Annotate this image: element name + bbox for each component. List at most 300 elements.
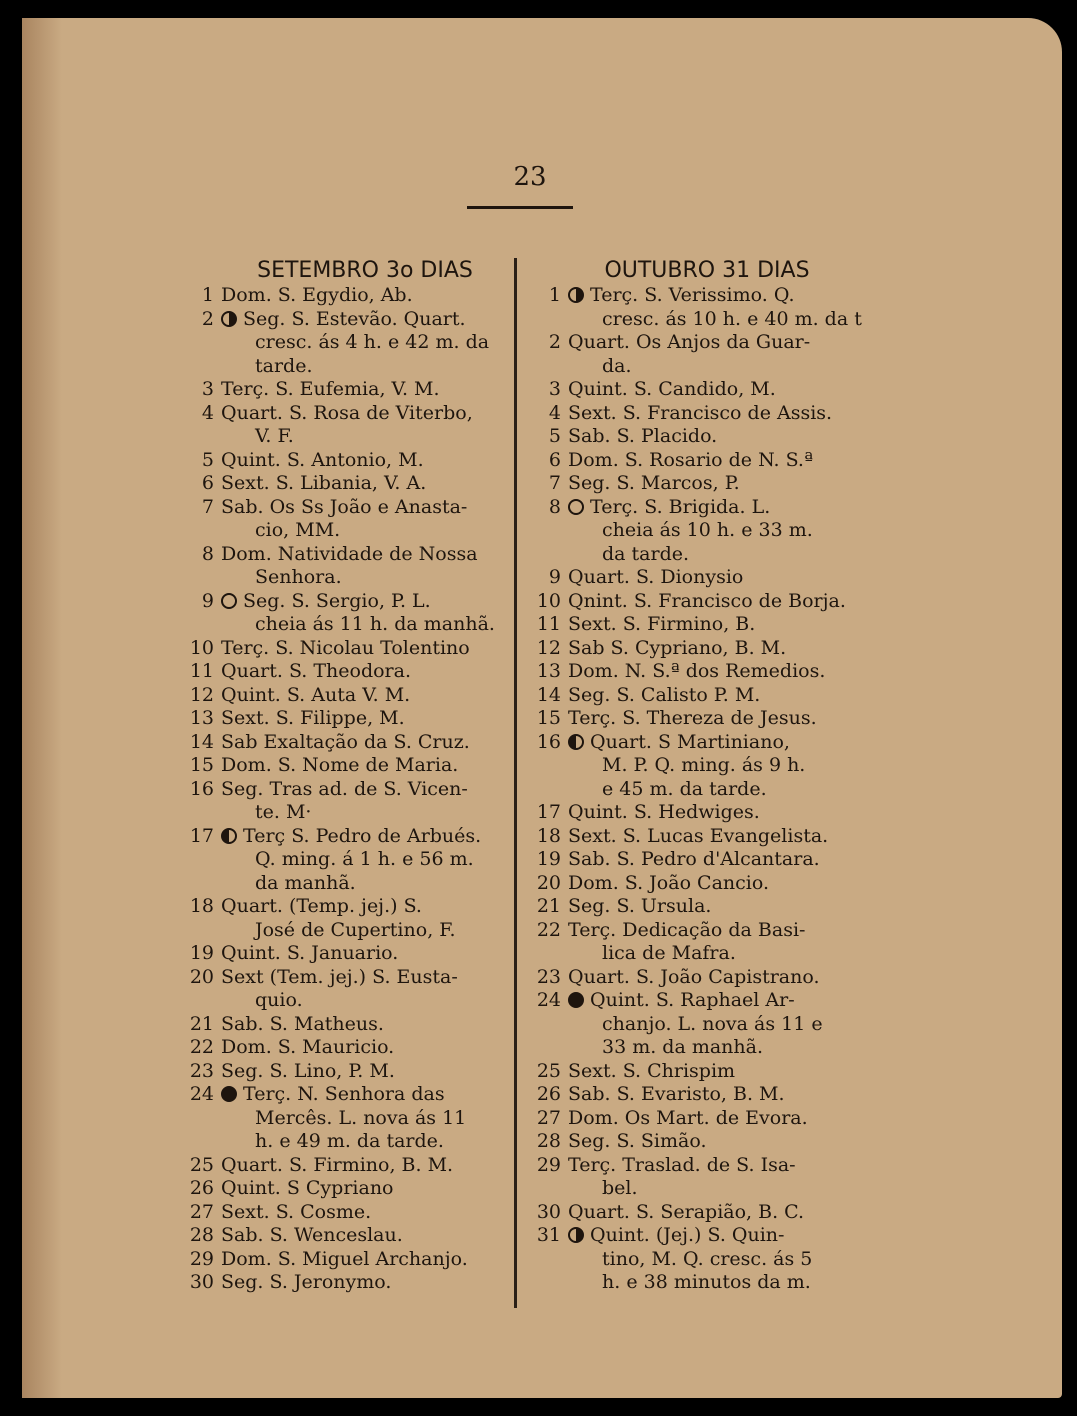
day-text xyxy=(214,919,510,943)
day-entry-line xyxy=(527,637,857,661)
day-text-content: Terç S. Pedro de Arbués. xyxy=(243,824,482,847)
day-text-content: Q. ming. á 1 h. e 56 m. xyxy=(255,848,474,870)
day-text-content: Dom. N. S.ª dos Remedios. xyxy=(568,660,826,682)
day-text-content: Sext. S. Cosme. xyxy=(221,1200,372,1223)
day-text xyxy=(214,637,510,661)
day-number xyxy=(527,519,561,543)
day-text xyxy=(214,1177,510,1201)
day-text-content: Quart. S. João Capistrano. xyxy=(568,965,820,988)
day-entry-line xyxy=(527,1201,857,1225)
new-moon-icon xyxy=(221,1086,237,1102)
day-entry-line xyxy=(180,895,510,919)
day-entry-line xyxy=(527,1248,857,1272)
day-text xyxy=(214,308,510,332)
day-entry-line xyxy=(180,519,510,543)
day-entry-line xyxy=(527,919,857,943)
day-text xyxy=(561,425,857,449)
day-entry-line xyxy=(180,355,510,379)
day-text-content: Dom. S. Rosario de N. S.ª xyxy=(568,448,813,471)
day-number: 1 xyxy=(201,284,214,306)
day-text xyxy=(214,519,510,543)
day-text xyxy=(561,778,857,802)
full-moon-icon xyxy=(221,593,237,609)
day-number: 4 xyxy=(201,401,214,424)
day-entry-line xyxy=(527,1130,857,1154)
day-number: 18 xyxy=(189,895,214,917)
day-number: 26 xyxy=(536,1083,561,1105)
day-text xyxy=(214,449,510,473)
day-text-content: Quart. S. Theodora. xyxy=(221,660,411,682)
day-text-content: Seg. S. Lino, P. M. xyxy=(221,1059,395,1082)
day-text-content: Terç. Traslad. de S. Isa- xyxy=(568,1153,796,1176)
day-text xyxy=(561,1013,857,1037)
day-text-content: da. xyxy=(602,354,632,377)
day-text-content: Dom. S. João Cancio. xyxy=(568,871,770,894)
day-number: 16 xyxy=(536,730,561,753)
day-number: 23 xyxy=(189,1059,214,1082)
day-entry-line xyxy=(180,825,510,849)
day-number: 30 xyxy=(536,1200,561,1223)
day-entry-line xyxy=(527,895,857,919)
day-text xyxy=(561,825,857,849)
day-text xyxy=(561,1248,857,1272)
day-text-content: da tarde. xyxy=(602,542,690,565)
day-entry-line xyxy=(180,496,510,520)
day-text xyxy=(214,496,510,520)
day-text-content: Quint. S. Antonio, M. xyxy=(221,448,424,471)
day-text xyxy=(561,1036,857,1060)
day-text xyxy=(214,989,510,1013)
day-text-content: M. P. Q. ming. ás 9 h. xyxy=(602,754,806,776)
day-number: 17 xyxy=(536,801,561,823)
day-entry-line xyxy=(527,590,857,614)
day-number: 3 xyxy=(201,378,214,400)
day-entry-line xyxy=(527,331,857,355)
day-entry-line xyxy=(527,519,857,543)
day-text-content: Seg. Tras ad. de S. Vicen- xyxy=(221,777,468,800)
day-text-content: tarde. xyxy=(255,354,313,377)
header-rule xyxy=(467,206,573,209)
day-entry-line xyxy=(527,778,857,802)
day-entry-line xyxy=(527,801,857,825)
day-entry-line xyxy=(180,449,510,473)
day-text xyxy=(561,637,857,661)
day-number: 26 xyxy=(189,1177,214,1199)
day-text xyxy=(561,496,857,520)
day-entry-line xyxy=(180,472,510,496)
day-text xyxy=(214,1130,510,1154)
day-entry-line xyxy=(527,1036,857,1060)
day-entry-line xyxy=(180,1224,510,1248)
day-text-content: Sext. S. Filippe, M. xyxy=(221,707,405,729)
day-text-content: Quint. S. Januario. xyxy=(221,942,399,964)
day-number: 10 xyxy=(536,589,561,612)
day-text xyxy=(214,895,510,919)
day-number xyxy=(527,308,561,332)
day-text xyxy=(214,1201,510,1225)
day-text xyxy=(214,942,510,966)
day-number xyxy=(180,331,214,355)
day-text xyxy=(561,1154,857,1178)
day-number: 13 xyxy=(536,660,561,682)
day-number: 20 xyxy=(189,965,214,988)
day-number: 28 xyxy=(536,1130,561,1152)
day-entry-line xyxy=(180,1271,510,1295)
day-number: 29 xyxy=(536,1153,561,1176)
day-number xyxy=(527,543,561,567)
day-number xyxy=(180,989,214,1013)
day-text-content: quio. xyxy=(255,989,303,1011)
day-entry-line xyxy=(527,684,857,708)
day-entry-line xyxy=(180,308,510,332)
day-text-content: Quart. S. Rosa de Viterbo, xyxy=(221,401,473,424)
day-entry-line xyxy=(527,566,857,590)
day-entry-line xyxy=(180,942,510,966)
day-text-content: Sab. Os Ss João e Anasta- xyxy=(221,495,468,518)
day-text-content: Quart. Os Anjos da Guar- xyxy=(568,331,811,353)
day-entry-line xyxy=(527,1013,857,1037)
day-number: 16 xyxy=(189,777,214,800)
day-text-content: Quart. S. Firmino, B. M. xyxy=(221,1153,454,1176)
day-number xyxy=(527,778,561,802)
day-number xyxy=(180,919,214,943)
day-text-content: Seg. S. Ursula. xyxy=(568,895,712,917)
day-text-content: Dom. S. Egydio, Ab. xyxy=(221,284,413,306)
day-entry-line xyxy=(527,543,857,567)
day-entry-line xyxy=(527,707,857,731)
day-number: 10 xyxy=(189,636,214,659)
day-text-content: Sext. S. Francisco de Assis. xyxy=(568,401,833,424)
day-text xyxy=(561,1060,857,1084)
new-moon-icon xyxy=(568,992,584,1008)
day-entry-line xyxy=(527,1083,857,1107)
day-entry-line xyxy=(180,284,510,308)
waxing-moon-icon xyxy=(568,287,584,303)
day-text xyxy=(561,543,857,567)
day-text-content: Quint. S. Raphael Ar- xyxy=(590,989,795,1011)
day-number: 30 xyxy=(189,1271,214,1293)
day-text xyxy=(214,378,510,402)
day-text xyxy=(214,1271,510,1295)
day-text-content: Dom. S. Nome de Maria. xyxy=(221,754,459,776)
day-text-content: Quart. (Temp. jej.) S. xyxy=(221,895,422,917)
full-moon-icon xyxy=(568,499,584,515)
day-text xyxy=(561,1107,857,1131)
page-number: 23 xyxy=(513,162,547,192)
day-number xyxy=(527,1036,561,1060)
day-entry-line xyxy=(180,331,510,355)
day-number: 12 xyxy=(536,636,561,659)
day-number xyxy=(180,355,214,379)
day-text xyxy=(214,731,510,755)
day-entry-line xyxy=(180,966,510,990)
page-spine-shadow xyxy=(22,18,62,1398)
day-entry-line xyxy=(180,1036,510,1060)
day-text xyxy=(214,355,510,379)
day-text-content: Sext. S. Firmino, B. xyxy=(568,613,756,635)
day-number: 28 xyxy=(189,1224,214,1246)
day-text-content: cheia ás 11 h. da manhã. xyxy=(255,613,495,635)
day-entry-line xyxy=(527,942,857,966)
day-text-content: lica de Mafra. xyxy=(602,942,736,964)
day-number: 21 xyxy=(189,1012,214,1035)
day-entry-line xyxy=(180,425,510,449)
day-text-content: Sext. S. Libania, V. A. xyxy=(221,472,427,494)
day-number xyxy=(180,801,214,825)
day-text-content: cheia ás 10 h. e 33 m. xyxy=(602,519,813,541)
day-text-content: Senhora. xyxy=(255,566,342,588)
day-text xyxy=(214,966,510,990)
day-number: 17 xyxy=(189,824,214,847)
day-entry-line xyxy=(527,872,857,896)
day-text-content: e 45 m. da tarde. xyxy=(602,777,767,800)
day-text xyxy=(561,684,857,708)
day-text xyxy=(561,402,857,426)
day-number: 13 xyxy=(189,707,214,729)
day-text-content: da manhã. xyxy=(255,871,356,894)
day-text xyxy=(214,1060,510,1084)
day-entry-line xyxy=(180,660,510,684)
day-number xyxy=(180,425,214,449)
day-entry-line xyxy=(180,1013,510,1037)
day-text xyxy=(561,660,857,684)
day-text xyxy=(561,331,857,355)
october-heading: OUTUBRO 31 DIAS xyxy=(604,258,810,283)
day-text xyxy=(214,801,510,825)
day-entry-line xyxy=(180,848,510,872)
day-number: 12 xyxy=(189,683,214,706)
day-text-content: 33 m. da manhã. xyxy=(602,1036,764,1058)
day-number xyxy=(527,942,561,966)
day-number: 7 xyxy=(201,495,214,518)
day-text xyxy=(214,472,510,496)
day-text xyxy=(214,872,510,896)
day-number: 14 xyxy=(536,683,561,706)
day-text-content: Terç. S. Brigida. L. xyxy=(590,495,771,518)
day-text-content: Sext. S. Chrispim xyxy=(568,1059,736,1082)
day-entry-line xyxy=(180,402,510,426)
day-text xyxy=(561,966,857,990)
day-text-content: cio, MM. xyxy=(255,519,341,541)
day-entry-line xyxy=(527,1177,857,1201)
day-text xyxy=(561,1224,857,1248)
day-number: 21 xyxy=(536,895,561,917)
day-entry-line xyxy=(527,307,862,332)
day-number: 20 xyxy=(536,871,561,894)
day-text xyxy=(561,449,857,473)
day-entry-line xyxy=(527,1107,857,1131)
day-number xyxy=(527,1013,561,1037)
day-number: 18 xyxy=(536,824,561,847)
day-entry-line xyxy=(527,449,857,473)
day-number: 27 xyxy=(536,1106,561,1129)
day-number: 25 xyxy=(189,1153,214,1176)
day-text xyxy=(561,707,857,731)
day-entry-line xyxy=(180,1154,510,1178)
day-text-content: Sext (Tem. jej.) S. Eusta- xyxy=(221,965,458,988)
day-text xyxy=(561,989,857,1013)
day-entry-line xyxy=(527,1224,857,1248)
october-entries xyxy=(527,284,862,1295)
day-entry-line xyxy=(180,684,510,708)
day-text-content: bel. xyxy=(602,1177,638,1199)
day-text xyxy=(561,1177,857,1201)
day-number: 5 xyxy=(201,448,214,471)
day-text xyxy=(561,308,862,332)
day-number: 6 xyxy=(201,472,214,494)
day-text xyxy=(214,754,510,778)
day-text xyxy=(214,825,510,849)
waning-moon-icon xyxy=(568,734,584,750)
day-number xyxy=(180,566,214,590)
day-text-content: Terç. S. Nicolau Tolentino xyxy=(221,636,470,659)
day-text-content: te. M· xyxy=(255,801,312,823)
day-text xyxy=(214,1107,510,1131)
day-entry-line xyxy=(527,825,857,849)
day-text xyxy=(214,778,510,802)
day-text xyxy=(561,472,857,496)
day-text xyxy=(214,1083,510,1107)
day-text xyxy=(214,613,510,637)
day-text-content: V. F. xyxy=(255,425,294,447)
day-text-content: Terç. S. Eufemia, V. M. xyxy=(221,378,440,400)
day-number xyxy=(527,1177,561,1201)
day-number: 2 xyxy=(201,307,214,330)
day-text-content: Mercês. L. nova ás 11 xyxy=(255,1106,467,1129)
day-number: 8 xyxy=(201,542,214,565)
day-entry-line xyxy=(527,378,857,402)
day-number: 15 xyxy=(189,754,214,776)
day-text xyxy=(561,613,857,637)
day-text-content: chanjo. L. nova ás 11 e xyxy=(602,1012,823,1035)
day-number: 27 xyxy=(189,1200,214,1223)
day-entry-line xyxy=(180,754,510,778)
day-entry-line xyxy=(527,1060,857,1084)
day-text xyxy=(561,590,857,614)
day-entry-line xyxy=(180,801,510,825)
day-number xyxy=(180,848,214,872)
day-text-content: Sab. S. Placido. xyxy=(568,425,718,447)
day-number xyxy=(180,519,214,543)
day-entry-line xyxy=(527,1154,857,1178)
october-column xyxy=(527,258,862,1295)
day-text-content: Quart. S Martiniano, xyxy=(590,730,790,753)
day-entry-line xyxy=(527,613,857,637)
day-text-content: Seg. S. Calisto P. M. xyxy=(568,683,761,706)
day-text xyxy=(561,566,857,590)
day-entry-line xyxy=(527,731,857,755)
day-number: 9 xyxy=(548,566,561,588)
day-text xyxy=(214,566,510,590)
day-text-content: Dom. S. Miguel Archanjo. xyxy=(221,1247,468,1270)
day-text xyxy=(561,1201,857,1225)
day-text-content: Quint. S Cypriano xyxy=(221,1177,394,1199)
day-entry-line xyxy=(527,496,857,520)
day-entry-line xyxy=(180,1130,510,1154)
day-entry-line xyxy=(527,402,857,426)
day-text xyxy=(214,1224,510,1248)
day-text xyxy=(561,284,857,308)
day-entry-line xyxy=(180,543,510,567)
day-number xyxy=(527,355,561,379)
day-entry-line xyxy=(180,872,510,896)
day-text xyxy=(561,919,857,943)
day-text xyxy=(561,872,857,896)
day-entry-line xyxy=(180,1107,510,1131)
day-text-content: Dom. Os Mart. de Evora. xyxy=(568,1106,808,1129)
day-entry-line xyxy=(527,472,857,496)
day-text-content: Sab. S. Evaristo, B. M. xyxy=(568,1083,785,1105)
day-entry-line xyxy=(180,778,510,802)
day-text xyxy=(561,801,857,825)
day-number xyxy=(180,1130,214,1154)
day-text-content: cresc. ás 10 h. e 40 m. da t xyxy=(602,307,862,330)
day-text xyxy=(214,1013,510,1037)
day-text-content: Seg. S. Estevão. Quart. xyxy=(243,307,466,330)
day-entry-line xyxy=(527,1271,857,1295)
day-entry-line xyxy=(180,1201,510,1225)
day-text-content: Seg. S. Sergio, P. L. xyxy=(243,589,431,612)
day-text-content: Sab Exaltação da S. Cruz. xyxy=(221,730,470,753)
day-text-content: Dom. Natividade de Nossa xyxy=(221,542,478,565)
day-text-content: José de Cupertino, F. xyxy=(255,918,456,941)
day-number: 23 xyxy=(536,965,561,988)
day-text xyxy=(214,425,510,449)
day-text xyxy=(214,848,510,872)
day-text xyxy=(561,942,857,966)
day-entry-line xyxy=(527,966,857,990)
day-number: 7 xyxy=(548,472,561,494)
day-entry-line xyxy=(527,355,857,379)
day-text-content: Terç. S. Verissimo. Q. xyxy=(590,284,795,306)
day-number: 3 xyxy=(548,378,561,400)
day-entry-line xyxy=(180,637,510,661)
day-entry-line xyxy=(180,731,510,755)
day-text-content: Seg. S. Simão. xyxy=(568,1130,707,1152)
day-number: 8 xyxy=(548,495,561,518)
day-entry-line xyxy=(527,989,857,1013)
day-text xyxy=(214,1154,510,1178)
day-number xyxy=(180,872,214,896)
day-number: 11 xyxy=(536,613,561,635)
day-text-content: Terç. S. Thereza de Jesus. xyxy=(568,707,817,729)
day-text xyxy=(561,378,857,402)
day-text xyxy=(214,543,510,567)
day-number: 11 xyxy=(189,660,214,682)
day-text xyxy=(561,519,857,543)
day-number: 14 xyxy=(189,730,214,753)
day-number: 2 xyxy=(548,331,561,353)
day-text-content: Quint. (Jej.) S. Quin- xyxy=(590,1224,785,1246)
day-text xyxy=(214,707,510,731)
day-text xyxy=(561,1130,857,1154)
day-text xyxy=(214,331,510,355)
day-entry-line xyxy=(527,660,857,684)
day-number: 22 xyxy=(189,1036,214,1058)
day-entry-line xyxy=(180,590,510,614)
day-number xyxy=(180,613,214,637)
day-number: 31 xyxy=(536,1224,561,1246)
day-entry-line xyxy=(180,613,510,637)
day-text-content: Sab S. Cypriano, B. M. xyxy=(568,636,787,659)
day-text-content: Quart. S. Dionysio xyxy=(568,566,744,588)
day-number: 15 xyxy=(536,707,561,729)
day-entry-line xyxy=(180,707,510,731)
waning-moon-icon xyxy=(221,828,237,844)
day-text-content: tino, M. Q. cresc. ás 5 xyxy=(602,1247,813,1270)
day-text xyxy=(214,590,510,614)
day-entry-line xyxy=(180,1248,510,1272)
